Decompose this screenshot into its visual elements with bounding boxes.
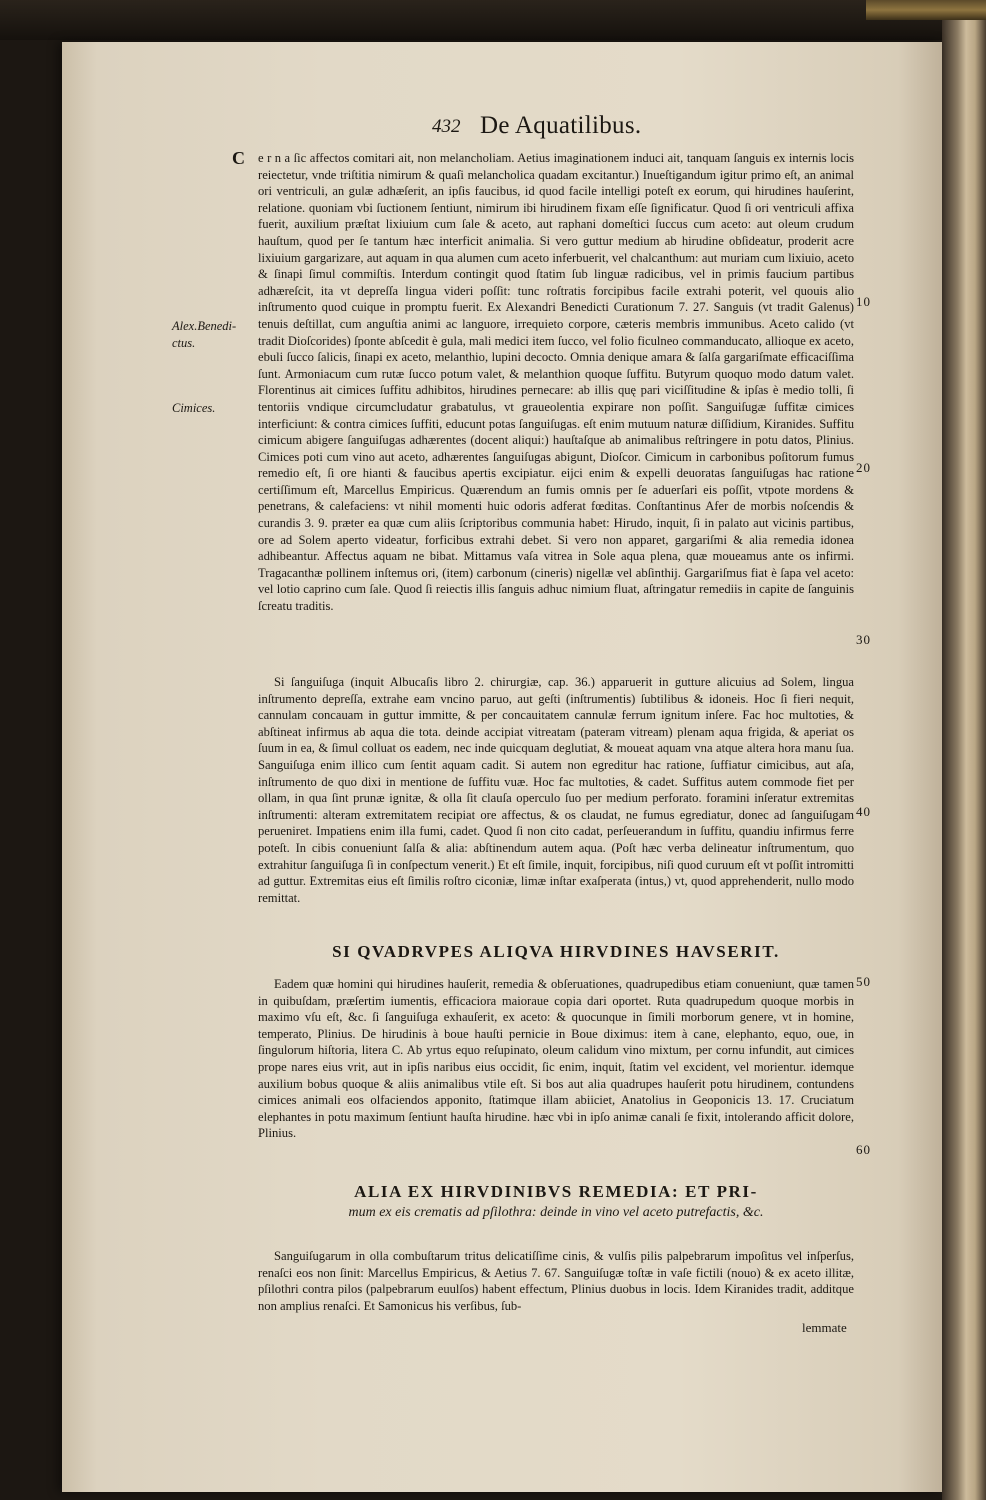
margin-note-cimices: Cimices. [172, 401, 216, 415]
line-number-30: 30 [856, 632, 871, 647]
line-number-10: 10 [856, 294, 871, 309]
line-number-40: 40 [856, 804, 871, 819]
line-number-20: 20 [856, 460, 871, 475]
paragraph-2: Si ſanguiſuga (inquit Albucaſis libro 2. chirurgiæ, cap. 36.) apparuerit in gutture alicuius ad Solem, lingua inſtrumento depreſſa, extrahe eam vncino paruo, aut geſti (inſtrumentis) ſubtilibus & idoneis. Hoc ſi fieri nequit, cannulam concauam in guttur immitte, & per concauitatem cannulæ ferrum ignitum inſere. Fac hoc multoties, & abſtineat infirmus ab aqua die tota. deinde accipiat vitreatam (pateram vitream) plenam aqua frigida, & aperiat os ſuum in ea, & ſimul colluat os eadem, nec inde quicquam deglutiat, & moueat aquam vna atque altera hora manu ſua. Sanguiſuga enim illico cum ſentit aquam cadit. Si autem non egreditur hac ratione, ſuffiatur cimicibus, aut aſa, inſtrumento de quo dixi in mentione de ſuffitu vuæ. Hoc fac multoties, & cadet. Suffitus autem commode fiet per ollam, in qua ſint prunæ ignitæ, & olla ſit clauſa operculo ſuo per medium perforato. foramini inſeratur extremitas inſtrumenti: alteram extremitatem recipiat ore affectus, & os claudat, ne fumus egrediatur, donec ad ſanguiſugam perueniret. Impatiens enim illa fumi, cadet. Quod ſi non cito cadat, perſeuerandum in ſuffitu, quandiu infirmus ferre poteſt. In cibis conueniunt ſalſa & alia: abſtinendum autem aqua. (Poſt hæc verba delineatur inſtrumentum, quo extrahitur ſanguiſuga ſi in conſpectum venerit.) Et eſt ſimile, inquit, forcipibus, niſi quod curuum eſt vt poſſit intromitti ad guttur. Extremitas eius eſt ſimilis roſtro ciconiæ, limæ inſtar exaſperata (intus,) vt, quod apprehenderit, nullo modo remittat. [258, 675, 854, 905]
book-page [62, 42, 942, 1492]
line-number-50: 50 [856, 974, 871, 989]
book-edge-top [0, 0, 986, 40]
page-number: 432 [432, 116, 461, 137]
section-subheading-remedia: mum ex eis crematis ad pſilothra: deinde in vino vel aceto putrefactis, &c. [348, 1205, 764, 1220]
paragraph-block-remedia [258, 1248, 854, 1314]
running-head: De Aquatilibus. [480, 112, 642, 139]
line-number-60: 60 [856, 1142, 871, 1157]
paragraph-block-quadrupes [258, 976, 854, 1142]
margin-note-alex-benedictus: Alex.Benedi- ctus. [172, 319, 237, 350]
paragraph-4: Sanguiſugarum in olla combuſtarum tritus delicatiſſime cinis, & vulſis pilis palpebrarum impoſitus vel inſperſus, renaſci eos non ſinit: Marcellus Empiricus, & Aetius 7. 67. Sanguiſugæ toſtæ in vaſe fictili (nouo) & ex aceto illitæ, pſilothri contra pilos (palpebrarum euulſos) habent effectum, Plinius duobus in locis. Idem Kiranides tradit, additque non amplius renaſci. Et Samonicus his verſibus, ſub- [258, 1249, 854, 1313]
initial-letter: C [232, 148, 245, 168]
section-heading-remedia: ALIA EX HIRVDINIBVS REMEDIA: ET PRI- [354, 1182, 758, 1201]
section-heading-quadrupes: SI QVADRVPES ALIQVA HIRVDINES HAVSERIT. [332, 942, 780, 961]
binding-gold-band [866, 0, 986, 20]
paragraph-1 [232, 148, 854, 615]
paragraph-block-main [232, 148, 854, 615]
page-header [62, 112, 942, 142]
paragraph-1-text: e r n a ſic affectos comitari ait, non melancholiam. Aetius imaginationem induci ait, tanquam ſanguis ex internis locis reiectetur, vnde triſtitia nimirum & quaſi melancholica quadam excitantur.) Inueſtigandum igitur primo eſt, an animal ori ventriculi, an gulæ adhæſerit, an ipſis faucibus, id quod facile intelligi poteſt ex eorum, qui hirudines hauſerint, relatione. quoniam vbi ſuctionem ſentiunt, nimirum ibi hirudinem fixam eſſe ſignificatur. Quod ſi ori ventriculi affixa fuerit, auxilium præſtat lixiuium cum ſale & aceto, aut raphani domeſtici ſuccus cum aceto: aut oleum crudum hauſtum, quod per ſe tantum hæc interficit animalia. Si vero guttur medium ab hirudine obſideatur, proderit acre lixiuium gargarizare, aut aquam in qua alumen cum aceto inferbuerit, vel chalcanthum: aut muriam cum lixiuio, aceto & ſinapi ſimul commiſtis. Interdum contingit quod ſtatim ſub linguæ radicibus, vel in primis faucium partibus adhæreſcit, ita vt depreſſa lingua videri poſſit: tunc roſtratis forcipibus facile extrahi poterit, vel quouis alio inſtrumento quod cuique in promptu fuerit. Ex Alexandri Benedicti Curationum 7. 27. Sanguis (vt tradit Galenus) tenuis deſtillat, cum anguſtia animi ac languore, irrequieto corpore, cæteris membris immunibus. Aceto calido (vt tradit Dioſcorides) ſponte abſcedit è gula, mali medici item ſucco, vel folio ficulneo commanducato, allioque ex aceto, ebuli ſucco ſalicis, ſinapi ex aceto, melanthio, lupini decocto. Omnia denique amara & ſalſa gargariſmate efficaciſſima ſunt. Armoniacum cum rutæ ſucco potum valet, & melanthion quoque ſuffitu. Butyrum quoquo modo datum valet. Florentinus ait cimices ſuffitu adhibitos, hirudines pernecare: ab illis quę pari viciſſitudine & ipſas è medio tolli, ſi tentoriis vndique circumcludatur grabatulus, vt graueolentia expirare non poſſit. Sanguiſugæ ſuffitæ cimices interficiunt: & contra cimices ſuffiti, educunt potas ſanguiſugas. eſt enim mutuum naturæ diſſidium, Kiranides. Suffitu cimicum abigere ſanguiſugas adhærentes (docent aliqui:) hauſtaſque ab animalibus reſtringere in potu datos, Plinius. Cimices poti cum vino aut aceto, adhærentes ſanguiſugas abigunt, Dioſcor. Cimicum in carbonibus poſitorum fumus remedio eſt, ſi ore hianti & faucibus apertis excipiatur. eijci enim & expelli deuoratas ſanguiſugas hac ratione certiſſimum eſt, Marcellus Empiricus. Quærendum an fumis omnis per ſe aduerſari eis poſſit, vtpote mordens & penetrans, & calefaciens: vt nihil momenti huic odoris adferat fœditas. Conſtantinus Afer de morbis noſcendis & curandis 3. 9. præter ea quæ cum aliis ſcriptoribus communia habet: Hirudo, inquit, ſi in palato aut vicinis partibus, ore ad Solem aperto videatur, forficibus extrahi debet. Si vero non apparet, gargariſmi & alia remedia idonea adhibeantur. Affectus aquam ne bibat. Mittamus vaſa vitrea in Sole aqua plena, quæ moueamus ante os infirmi. Tragacanthæ pollinem inſtemus ori, (item) carbonum (cineris) nigellæ vel abſinthij. Gargariſmus fiat è ſapa vel aceto: vel lotio caprino cum ſale. Quod ſi reiectis illis ſanguis adhuc nimium fluat, aſtringatur remediis in capite de ſanguinis ſcreatu traditis. [258, 151, 854, 614]
paragraph-3: Eadem quæ homini qui hirudines hauſerit, remedia & obſeruationes, quadrupedibus etiam conueniunt, quæ tamen in quibuſdam, præſertim iumentis, efficaciora maioraue copia dari oportet. Ruta quadrupedum quoque morbis in maximo vſu eſt, &c. ſi ſanguiſuga exhauſerit, ex aceto: & quocunque in ſimili morborum genere, vt in homine, temperato, Plinius. De hirudinis à boue hauſti pernicie in Boue diximus: item à cane, elephanto, equo, oue, in ſingulorum hiſtoria, litera C. Ab yrtus equo reſupinato, oleum calidum vino mixtum, per cornu infundit, aut cimices prope nares eius vrit, aut in ipſis naribus eius occidit, ſic enim, inquit, ſtatim vel excident, vel morientur. idemque auxilium bobus quoque & aliis animalibus vtile eſt. Si bos aut alia quadrupes hauſerit potu hirudinem, contundens cimices animali eos olfaciendos apponito, ſtatimque illam abiiciet, Anatolius in Geoponicis 13. 17. Cruciatum elephantes in potu maximum ſentiunt hauſta hirudine. hæc vbi in ipſo animæ canali ſe fixit, intolerando afficit dolore, Plinius. [258, 977, 854, 1141]
paragraph-block-albucasis [258, 674, 854, 906]
facing-page-edge [942, 0, 986, 1500]
catchword: lemmate [802, 1320, 847, 1335]
